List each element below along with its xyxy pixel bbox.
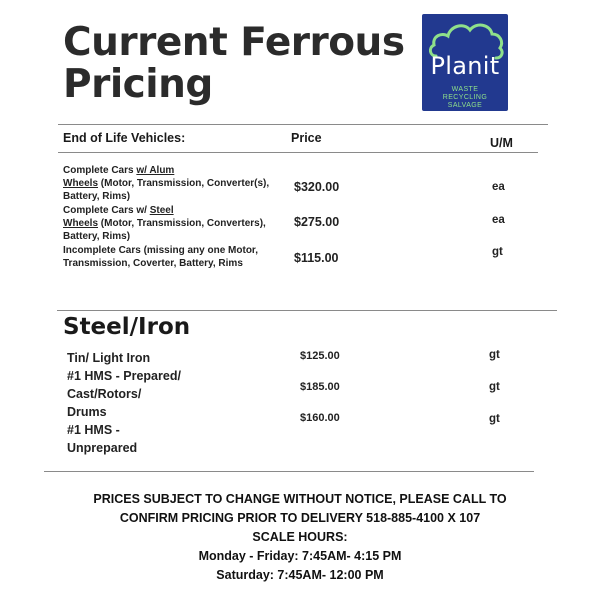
logo-line-salvage: SALVAGE bbox=[447, 102, 483, 109]
vehicle-item-description bbox=[63, 164, 293, 203]
price-column-label: Price bbox=[291, 131, 322, 145]
page-title bbox=[63, 22, 405, 106]
scale-hours-heading: SCALE HOURS: bbox=[252, 530, 348, 544]
vehicle-item-unit: gt bbox=[492, 246, 503, 258]
divider-bottom bbox=[44, 471, 534, 472]
steel-item-line: #1 HMS - Prepared/ bbox=[67, 369, 181, 383]
vehicle-item-underlined: Steel bbox=[149, 205, 174, 216]
steel-item-description bbox=[67, 367, 181, 421]
steel-item-unit: gt bbox=[489, 349, 500, 361]
vehicle-item-unit: ea bbox=[492, 181, 505, 193]
steel-item-line: Cast/Rotors/ bbox=[67, 387, 142, 401]
steel-item-description: Tin/ Light Iron bbox=[67, 351, 151, 365]
vehicle-item-underlined: Wheels bbox=[63, 218, 99, 229]
steel-item-line: Unprepared bbox=[67, 441, 138, 455]
vehicle-item-price: $320.00 bbox=[294, 180, 340, 194]
vehicle-item-unit: ea bbox=[492, 214, 505, 226]
steel-heading: Steel/Iron bbox=[63, 314, 191, 340]
vehicle-item-text: Complete Cars w/ bbox=[63, 205, 150, 216]
vehicles-heading: End of Life Vehicles: bbox=[63, 131, 186, 145]
steel-item-description bbox=[67, 421, 137, 457]
divider-header bbox=[58, 152, 538, 153]
steel-item-price: $160.00 bbox=[300, 412, 340, 424]
logo-line-waste: WASTE bbox=[451, 86, 479, 93]
planit-logo bbox=[422, 14, 508, 111]
logo-line-recycling: RECYCLING bbox=[442, 94, 488, 101]
weekday-hours: Monday - Friday: 7:45AM- 4:15 PM bbox=[198, 549, 402, 563]
divider-steel bbox=[57, 310, 557, 311]
logo-wordmark: Planit bbox=[430, 52, 500, 80]
um-column-label: U/M bbox=[490, 136, 513, 150]
steel-item-line: Drums bbox=[67, 405, 107, 419]
vehicle-item-underlined: Wheels bbox=[63, 178, 99, 189]
vehicle-item-text: Complete Cars bbox=[63, 165, 137, 176]
divider-top bbox=[58, 124, 548, 125]
vehicle-item-underlined: w/ Alum bbox=[136, 165, 175, 176]
vehicle-item-text: (Motor, Transmission, Converter(s), Battery, Rims) bbox=[63, 178, 270, 202]
title-line-1: Current Ferrous bbox=[63, 20, 405, 65]
steel-item-unit: gt bbox=[489, 381, 500, 393]
steel-item-line: #1 HMS - bbox=[67, 423, 120, 437]
vehicle-item-price: $275.00 bbox=[294, 215, 340, 229]
vehicle-item-description: Incomplete Cars (missing any one Motor, Transmission, Coverter, Battery, Rims bbox=[63, 245, 259, 269]
vehicle-item-price: $115.00 bbox=[294, 251, 339, 265]
steel-item-price: $125.00 bbox=[300, 350, 340, 362]
title-line-2: Pricing bbox=[63, 62, 213, 107]
footer-notice bbox=[40, 490, 560, 585]
vehicle-item-text: (Motor, Transmission, Converters), Battery, Rims) bbox=[63, 218, 266, 242]
notice-line: PRICES SUBJECT TO CHANGE WITHOUT NOTICE, PLEASE CALL TO bbox=[93, 492, 507, 506]
saturday-hours: Saturday: 7:45AM- 12:00 PM bbox=[216, 568, 384, 582]
steel-item-unit: gt bbox=[489, 413, 500, 425]
vehicle-item-description bbox=[63, 204, 273, 243]
steel-item-price: $185.00 bbox=[300, 381, 340, 393]
notice-line: CONFIRM PRICING PRIOR TO DELIVERY 518-885-4100 X 107 bbox=[119, 511, 481, 525]
